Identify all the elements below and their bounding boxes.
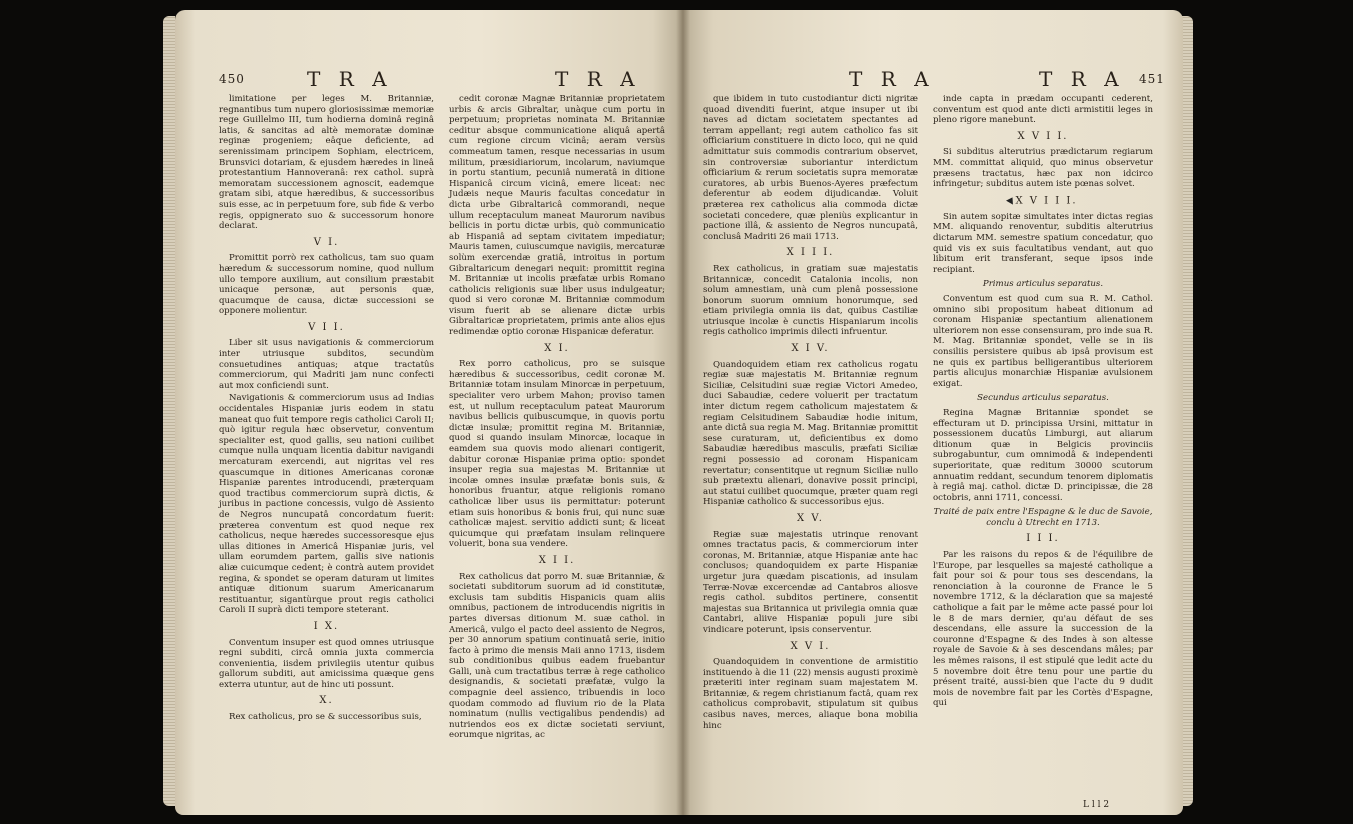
- subheading-italic: Primus articulus separatus.: [982, 279, 1104, 290]
- section-heading: X V.: [797, 512, 824, 524]
- section-heading: X V I.: [790, 640, 831, 652]
- right-page: [683, 10, 1183, 815]
- left-page-edge: [163, 16, 175, 806]
- book-gutter: [676, 10, 690, 815]
- paragraph: Navigationis & commerciorum usus ad Indias occidentales Hispaniæ juris eodem in statu maneat quo fuit tempore regis catholici Caroli II; quò igitur regula hæc observetur, conventum specialiter est, quod gallis, seu nationi cuilibet cumque nulla unquam licentia dabitur navigandi mercaturam exercendi, aut nigritas vel res quascumque in ditiones Americanas coronæ Hispaniæ parentes introducendi, præterquam quod tractibus commerciorum suprà dictis, & juribus in pactione concessis, vulgo dè Assiento de Negros nuncupatâ concordatum fuerit: præterea conventum est quod neque rex catholicus, neque hæredes successoresque ejus ullas ditiones in Americâ Hispaniæ juris, vel ullam eorumdem partem, gallis sive nationis aliæ cuicumque cedent; è contrà autem providet regina, & spondet se operam daturam ut limites antiquæ ditionum suarum Americanarum restituantur, sigantùrque prout regis catholici Caroli II suprà dicti tempore steterant.: [219, 393, 434, 616]
- right-column-1: [703, 94, 918, 733]
- left-column-1: [219, 94, 434, 725]
- paragraph: Par les raisons du repos & de l'équilibre de l'Europe, par lesquelles sa majesté catholique a fait pour soi & pour tous ses descendans, la renonciation à la couronne de France le 5 novembre 1712, & la déclaration que sa majesté catholique a fait par le même acte passé pour loi le 8 de mars dernier, qu'au défaut de ses descendans, elle assure la succession de la couronne d'Espagne & des Indes à son altesse royale de Savoie & à ses descendans mâles; par les mêmes raisons, il est stipulé que ledit acte du 5 novembre doit être tenu pour une partie du présent traité, aussi-bien que l'acte du 9 dudit mois de novembre fait par les Cortès d'Espagne, qui: [933, 550, 1153, 709]
- section-heading: V I.: [313, 236, 340, 248]
- mouse-cursor-icon: [1008, 196, 1015, 206]
- right-running-head: T R A: [849, 67, 935, 91]
- right-page-number: 451: [1139, 72, 1165, 86]
- section-heading: I X.: [313, 620, 340, 632]
- left-page-number: 450: [219, 72, 245, 86]
- right-column-2: [933, 94, 1153, 711]
- paragraph: Promittit porrò rex catholicus, tam suo quam hæredum & successorum nomine, quod nullum ullo tempore auxilium, aut consilium præstabit unicaque personæ, aut personis quæ, quacumque de causa, dictæ successioni se opponere molientur.: [219, 253, 434, 317]
- left-page: [175, 10, 683, 815]
- treaty-title: Traité de paix entre l'Espagne & le duc de Savoie, conclu à Utrecht en 1713.: [933, 507, 1153, 528]
- section-heading: V I I.: [308, 321, 345, 333]
- paragraph: Sin autem sopitæ simultates inter dictas regias MM. aliquando renoventur, subditis alterutrius dictarum MM. semestre spatium concedatur, quo quid vis ex suis facultatibus vendant, aut quo libitum erit transferant, seque ipsos inde recipiant.: [933, 211, 1153, 275]
- paragraph: Rex catholicus, pro se & successoribus suis,: [229, 712, 422, 723]
- left-running-head: T R A: [307, 67, 393, 91]
- section-heading: X I V.: [791, 343, 830, 355]
- paragraph: que ibidem in tuto custodiantur dicti nigritæ quoad divenditi fuerint, atque insuper ut ibi naves ad dictam societatem spectantes ad terram appellant; regi autem catholico fas sit officiarium constituere in dicto loco, qui ne quid admittatur suis commodis contrarium observet, sin controversiæ suboriantur interdictum officiarium & rerum societatis supra memoratæ curatores, ab urbis Buenos-Ayeres præfectum deferentur ab eodem dijudicandæ. Voluit præterea rex catholicus alia commoda dictæ societati concedere, quæ pleniùs explicantur in pactione illâ, & assiento de Negros nuncupatâ, conclusâ Madriti 26 maii 1713.: [703, 94, 918, 242]
- left-column-2: [449, 94, 665, 743]
- paragraph: Regina Magnæ Britanniæ spondet se effecturam ut D. principissa Ursini, mittatur in possessionem ducatûs Limburgi, aut aliarum ditionum quæ in Belgicis provinciis subrogabuntur, cum omnimodâ & independenti superioritate, quæ reditum 30000 scutorum annuatim reddant, secundum tenorem diplomatis à regiâ maj. cathol. dictæ D. principissæ, die 28 octobris, anni 1711, concessi.: [933, 407, 1153, 503]
- paragraph: inde capta in prædam occupanti cederent, conventum est quod ante dicti armistitii leges in pleno rigore manebunt.: [933, 94, 1153, 126]
- paragraph: Conventum insuper est quod omnes utriusque regni subditi, circâ omnia juxta commercia convenientia, iisdem privilegiis utentur quibus gallorum subditi, aut amicissima quæque gens exterra utuntur, aut de hinc uti possunt.: [219, 637, 434, 690]
- section-heading: X V I I.: [1017, 130, 1069, 142]
- paragraph: Liber sit usus navigationis & commerciorum inter utriusque subditos, secundùm consuetudines antiquas; atque tractatûs commerciorum, qui Madriti jam nunc confecti aut mox conficiendi sunt.: [219, 338, 434, 391]
- paragraph: cedit coronæ Magnæ Britanniæ proprietatem urbis & arcis Gibraltar, unàque cum portu in perpetuum; proprietas nominata M. Britanniæ ceditur absque communicatione aliquâ apertâ cum regione circum vicinâ; aeram versùs commeatum tamen, resque necessarias in usum militum, præsidiariorum, incolarum, naviumque in portu stantium, pecuniâ numeratâ in ditione Hispanicâ circum vicinâ, emere liceat: nec Judæis neque Mauris facultas concedatur in dicta urbe Gibraltaricâ commorandi, neque ullum receptaculum maneat Maurorum navibus bellicis in portu dictæ urbis, quò communicatio ab Hispaniâ ad septam civitatem impediatur; Mauris tamen, cuiuscumque navigiis, mercaturæ solùm exercendæ gratiâ, introitus in portum Gibraltaricum denegari nequit: promittit regina M. Britanniæ ut incolis præfatæ urbis Romano catholicis religionis suæ liber usus indulgeatur; quod si vero coronæ M. Britanniæ commodum visum fuerit ab se alienare dictæ urbis Gibraltaricæ proprietatem, primis ante alios ejus redimendæ optio coronæ Hispanicæ deferatur.: [449, 94, 665, 338]
- paragraph: Quandoquidem in conventione de armistitio instituendo à die 11 (22) mensis augusti proximè præteriti inter reginam suam majestatem M. Britanniæ, & regem christianum factâ, quam rex catholicus comprobavit, stipulatum sit quibus casibus naves, merces, aliaque bona mobilia hinc: [703, 657, 918, 731]
- paragraph: Conventum est quod cum sua R. M. Cathol. omnino sibi propositum habeat ditionum ad coronam Hispaniæ spectantium alienationem ulteriorem non esse consensuram, pro inde sua R. M. Mag. Britanniæ spondet, velle se in iis consiliis persistere quibus ab ipsâ provisum est ne quis ex partibus belligerantibus ulteriorem partis alicujus monarchiæ Hispaniæ avulsionem exigat.: [933, 294, 1153, 389]
- section-heading: I I I.: [1026, 533, 1060, 545]
- paragraph: Rex porro catholicus, pro se suisque hæredibus & successoribus, cedit coronæ M. Britanniæ totam insulam Minorcæ in perpetuum, specialiter vero urbem Mahon; proviso tamen est, ut nullum receptaculum pateat Maurorum navibus bellicis quibuscumque, in quovis portu dictæ insulæ; promittit regina M. Britanniæ, quod si quando insulam Minorcæ, locaque in eamdem sua quovis modo alienari contigerit, dabitur coronæ Hispaniæ prima optio: spondet insuper regia sua majestas M. Britanniæ ut incolæ omnes insulæ præfatæ bonis suis, & honoribus fruantur, atque religionis romano catholicæ liber usus iis permittatur: poterunt etiam suis honoribus & bonis frui, qui nunc suæ catholicæ majest. servitio addicti sunt; & liceat quicumque qui præfatam insulam relinquere voluerit, bona sua vendere.: [449, 359, 665, 550]
- paragraph: Quandoquidem etiam rex catholicus rogatu regiæ suæ majestatis M. Britanniæ regnum Siciliæ, Celsitudini suæ regiæ Victori Amedeo, duci Sabaudiæ, cedere voluerit per tractatum inter dictum regem catholicum majestatem & regiam Celsitudinem Sabaudiæ hodie initum, ante dictâ sua regia M. Mag. Britanniæ promittit sese curaturam, ut, deficientibus ex domo Sabaudiæ hæredibus masculis, præfati Siciliæ regni possessio ad coronam Hispanicam revertatur; consentitque ut regnum Siciliæ nullo sub prætextu alienari, donavive possit principi, aut statui cuilibet quocumque, præter quam regi Hispaniæ catholico & successoribus ejus.: [703, 359, 918, 508]
- section-heading: X I I.: [538, 554, 576, 566]
- paragraph: limitatione per leges M. Britanniæ, regnantibus tum nupero gloriosissimæ memoriæ rege Guillelmo III, tum hodierna dominâ reginâ latis, & sancitas ad altè memoratæ dominæ reginæ progeniem; eâque deficiente, ad serenissimam principem Sophiam, electricem, Brunsvici dotariam, & ejusdem hæredes in lineâ protestantium Hannoveranâ: rex cathol. suprà memoratam successionem agnoscit, eademque gratam sibi, atque hæredibus, & successoribus suis esse, ac in perpetuum fore, sub fide & verbo regis, oppignerato suo & successorum honore declarat.: [219, 94, 434, 232]
- left-running-head-2: T R A: [555, 67, 641, 91]
- section-heading-with-cursor: X V I I I.: [933, 196, 1153, 207]
- right-running-head-2: T R A: [1039, 67, 1125, 91]
- paragraph: Rex catholicus dat porro M. suæ Britanniæ, & societati subditorum suorum ad id constitutæ, exclusis tam subditis Hispanicis quam aliis omnibus, pactionem de introducendis nigritis in partes diversas ditionum M. suæ cathol. in Americâ, vulgo el pacto deel assiento de Negros, per 30 annorum spatium continuatâ serie, initio facto à primo die mensis Maii anno 1713, iisdem sub conditionibus quibus eadem fruebantur Galli, unà cum tractatibus terræ à rege catholico designandis, & societati præfatæ, vulgo la compagnie deel assienco, tribuendis in loco quodam commodo ad fluvium rio de la Plata nominatum (nullis vectigalibus pendendis) ad nutriendos eos ex dictæ societati serviunt, eorumque nigritas, ac: [449, 571, 665, 741]
- section-heading: X I.: [544, 342, 570, 354]
- signature-mark: L l l 2: [1083, 800, 1110, 810]
- paragraph: Rex catholicus, in gratiam suæ majestatis Britannicæ, concedit Catalonia incolis, non solum amnestiam, unà cum plenâ possessione bonorum suorum omnium honorumque, sed etiam privilegia omnia iis dat, quibus Castiliæ utriusque incolæ è cunctis Hispaniarum incolis regis catholico imprimis dilecti infruentur.: [703, 263, 918, 338]
- paragraph: Si subditus alterutrius prædictarum regiarum MM. committat aliquid, quo minus observetur præsens tractatus, hæc pax non idcirco infringetur; subditus autem iste pœnas solvet.: [933, 147, 1153, 190]
- subheading-italic: Secundus articulus separatus.: [977, 393, 1109, 404]
- paragraph: Regiæ suæ majestatis utrinque renovant omnes tractatus pacis, & commerciorum inter coronas, M. Britanniæ, atque Hispaniæ ante hac conclusos; quandoquidem ex parte Hispaniæ urgetur jura quædam piscationis, ad insulam Terræ-Novæ excercendæ ad Cantabros aliosve regis cathol. subditos pertinere, consentit majestas sua Britannica ut privilegia omnia quæ Cantabri, aliive Hispaniæ populi jure sibi vindicare poterunt, ipsis conserventur.: [703, 529, 918, 635]
- section-heading: X I I I.: [786, 247, 835, 259]
- section-heading: X.: [319, 695, 334, 707]
